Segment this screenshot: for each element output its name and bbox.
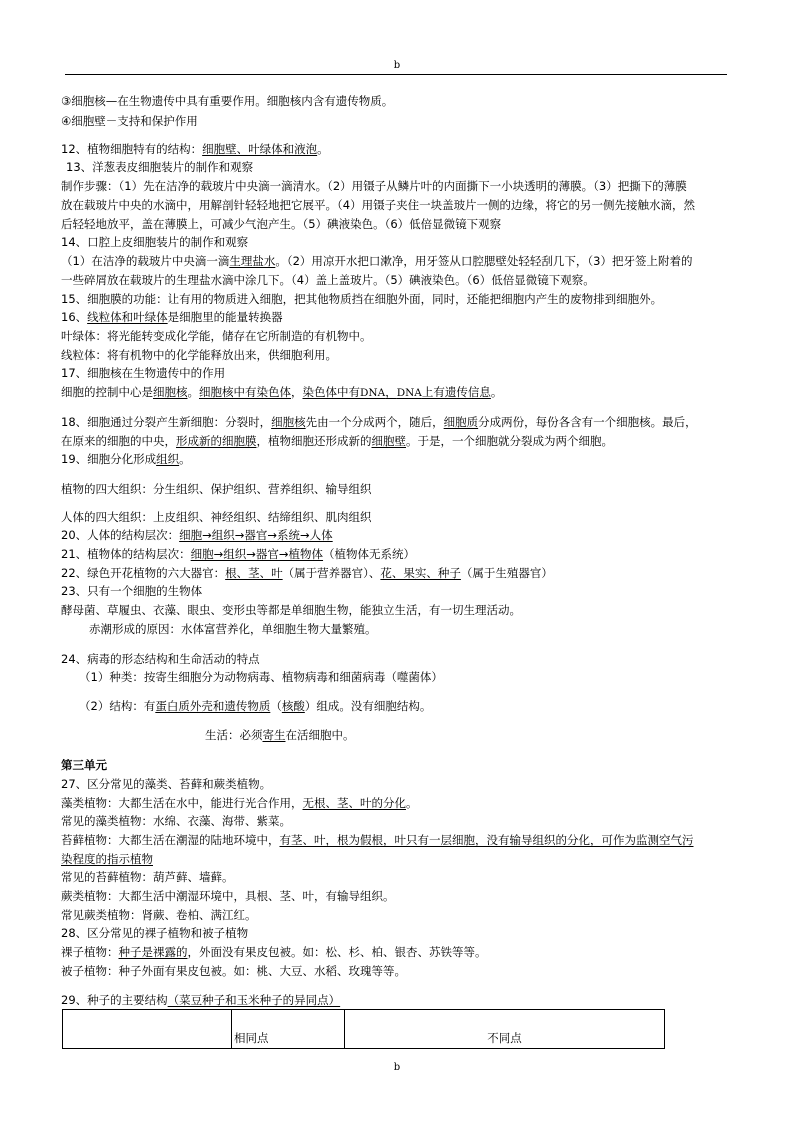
text-line: 一些碎屑放在载玻片的生理盐水滴中涂几下。（4）盖上盖玻片。（5）碘液染色。（6）低倍显微镜下观察。	[61, 273, 595, 287]
text-span: （2）结构：有	[79, 699, 156, 713]
page-header: b	[393, 60, 401, 71]
underlined-text: 根、茎、叶	[225, 566, 283, 580]
text-line: 线粒体：将有机物中的化学能释放出来，供细胞利用。	[61, 348, 337, 362]
text-span: ，外面没有果皮包被。如：松、杉、柏、银杏、苏铁等等。	[187, 945, 487, 959]
table-header-same: 相同点	[232, 1010, 345, 1049]
header-rule	[65, 74, 727, 75]
text-span: 在原来的细胞的中央，	[61, 434, 176, 448]
text-line: ③细胞核—在生物遗传中具有重要作用。细胞核内含有遗传物质。	[61, 94, 394, 108]
text-line	[61, 943, 487, 962]
text-line: 蕨类植物：大都生活中潮湿环境中，具根、茎、叶，有输导组织。	[61, 889, 395, 903]
text-span: 22、绿色开花植物的六大器官：	[61, 566, 226, 580]
text-span: 分成两份，每份各含有一个细胞核。最后，	[478, 415, 697, 429]
text-span: 29、种子的主要结构	[61, 993, 168, 1007]
text-span: 先由一个分成两个，随后，	[305, 415, 444, 429]
underlined-text: 无根、茎、叶的分化	[302, 796, 406, 810]
underlined-text: 花、果实、种子	[380, 566, 461, 580]
text-line	[61, 794, 418, 813]
text-line	[61, 383, 502, 403]
text-span: 21、植物体的结构层次：	[61, 547, 191, 561]
text-line: 27、区分常见的藻类、苔藓和蕨类植物。	[61, 777, 272, 791]
underlined-text: 核酸	[281, 699, 305, 713]
text-span: 裸子植物：	[61, 945, 119, 959]
underlined-text: 线粒体和叶绿体	[87, 310, 168, 324]
text-span: 19、细胞分化形成	[61, 452, 157, 466]
section-heading: 第三单元	[61, 758, 107, 772]
text-line: 23、只有一个细胞的生物体	[61, 584, 203, 598]
text-line: 赤潮形成的原因：水体富营养化，单细胞生物大量繁殖。	[89, 622, 377, 636]
text-span: ，植物细胞还形成新的	[256, 434, 372, 448]
underlined-text: 染色体中有	[302, 385, 360, 399]
underlined-text: 细胞质	[443, 415, 479, 429]
text-line: 28、区分常见的裸子植物和被子植物	[61, 926, 249, 940]
text-line: 被子植物：种子外面有果皮包被。如：桃、大豆、水稻、玫瑰等等。	[61, 964, 406, 978]
text-line	[61, 450, 191, 469]
text-line	[61, 850, 153, 869]
text-line	[61, 140, 329, 159]
text-span: （植物体无系统）	[323, 547, 416, 561]
text-span: 16、	[61, 310, 88, 324]
text-line: 14、口腔上皮细胞装片的制作和观察	[61, 235, 249, 249]
text-span: 。	[179, 452, 191, 466]
text-span: 。	[490, 385, 503, 399]
text-span: 12、植物细胞特有的结构：	[61, 142, 203, 156]
text-line	[61, 413, 697, 432]
underlined-text: 细胞核	[271, 415, 306, 429]
underlined-text: 细胞→组织→器官→植物体	[190, 547, 324, 561]
text-line: 后轻轻地放平，盖在薄膜上，可减少气泡产生。（5）碘液染色。（6）低倍显微镜下观察	[61, 217, 502, 231]
text-line	[61, 564, 553, 583]
text-span: 。（2）用凉开水把口漱净，用牙签从口腔腮壁处轻轻刮几下，（3）把牙签上附着的	[275, 254, 693, 268]
page-footer: b	[393, 1062, 401, 1073]
underlined-text: 蛋白质外壳和遗传物质	[155, 699, 271, 713]
text-span: （属于生殖器官）	[460, 566, 553, 580]
text-line	[61, 545, 415, 564]
text-span: 。	[317, 142, 329, 156]
text-line: 15、细胞膜的功能：让有用的物质进入细胞，把其他物质挡在细胞外面，同时，还能把细胞内产生的废物排到细胞外。	[61, 292, 663, 306]
text-span: （1）在洁净的载玻片中央滴一滴	[61, 254, 230, 268]
text-span: 在活细胞中。	[285, 728, 355, 742]
underlined-text: ，	[385, 385, 397, 399]
text-line: 24、病毒的形态结构和生命活动的特点	[61, 652, 260, 666]
text-span: 18、细胞通过分裂产生新细胞：分裂时，	[61, 415, 272, 429]
text-line	[61, 991, 340, 1010]
text-line: 17、细胞核在生物遗传中的作用	[61, 366, 226, 380]
text-span: 。	[187, 385, 199, 399]
underlined-text: 组织	[156, 452, 180, 466]
text-line: 酵母菌、草履虫、衣藻、眼虫、变形虫等都是单细胞生物，能独立生活，有一切生理活动。	[61, 603, 521, 617]
text-line: 叶绿体：将光能转变成化学能，储存在它所制造的有机物中。	[61, 329, 372, 343]
text-span: （属于营养器官）、	[282, 566, 381, 580]
text-line: 人体的四大组织：上皮组织、神经组织、结缔组织、肌肉组织	[61, 510, 372, 524]
text-span: 是细胞里的能量转换器	[167, 310, 283, 324]
text-span: 。	[406, 796, 418, 810]
underlined-text: 生理盐水	[229, 254, 276, 268]
underlined-text: 寄生	[262, 728, 286, 742]
underlined-text: 染程度的指示植物	[61, 852, 153, 866]
underlined-text: 形成新的细胞膜	[176, 434, 257, 448]
underlined-text: 细胞核中有染色体	[199, 385, 291, 399]
text-line: 植物的四大组织：分生组织、保护组织、营养组织、输导组织	[61, 482, 372, 496]
text-span: 生活：必须	[205, 728, 263, 742]
underlined-text: （菜豆种子和玉米种子的异同点）	[167, 993, 341, 1007]
underlined-text: 细胞壁、叶绿体和液泡	[202, 142, 318, 156]
text-line	[79, 697, 431, 716]
text-line: （1）种类：按寄生细胞分为动物病毒、植物病毒和细菌病毒（噬菌体）	[79, 670, 443, 684]
text-span: 。于是，一个细胞就分裂成为两个细胞。	[406, 434, 613, 448]
text-span: 苔藓植物：大都生活在潮湿的陆地环境中，	[61, 833, 280, 847]
text-line: 常见的藻类植物：水绵、衣藻、海带、紫菜。	[61, 814, 291, 828]
underlined-text: 种子是裸露的	[118, 945, 188, 959]
text-line	[61, 831, 694, 850]
text-line	[61, 308, 283, 327]
underlined-text: DNA	[396, 387, 422, 399]
text-span: （	[270, 699, 282, 713]
text-span: 藻类植物：大都生活在水中，能进行光合作用，	[61, 796, 303, 810]
text-span: ，	[291, 385, 303, 399]
underlined-text: DNA	[360, 387, 386, 399]
text-line: 常见的苔藓植物：葫芦藓、墙藓。	[61, 870, 234, 884]
text-span: ）组成。没有细胞结构。	[304, 699, 432, 713]
text-span: 细胞的控制中心是	[61, 385, 153, 399]
text-span: 20、人体的结构层次：	[61, 528, 180, 542]
table-row	[63, 1010, 665, 1049]
text-line	[61, 432, 613, 451]
underlined-text: 细胞核	[153, 385, 188, 399]
text-line	[61, 252, 692, 271]
underlined-text: 细胞壁	[371, 434, 406, 448]
table-header-diff: 不同点	[345, 1010, 665, 1049]
text-line: ④细胞壁－支持和保护作用	[61, 114, 198, 128]
underlined-text: 细胞→组织→器官→系统→人体	[179, 528, 333, 542]
text-line: 放在载玻片中央的水滴中，用解剖针轻轻地把它展平。（4）用镊子夹住一块盖玻片一侧的边缘，将它的另一侧先接触水滴，然	[61, 198, 696, 212]
underlined-text: 上有遗传信息	[421, 385, 491, 399]
seed-comparison-table	[62, 1009, 665, 1049]
text-line: 常见蕨类植物：肾蕨、卷柏、满江红。	[61, 908, 257, 922]
text-line: 13、洋葱表皮细胞装片的制作和观察	[66, 160, 254, 174]
text-line: 制作步骤：（1）先在洁净的载玻片中央滴一滴清水。（2）用镊子从鳞片叶的内面撕下一小块透明的薄膜。（3）把撕下的薄膜	[61, 179, 687, 193]
underlined-text: 有茎、叶，根为假根，叶只有一层细胞，没有输导组织的分化，可作为监测空气污	[279, 833, 694, 847]
text-line	[205, 726, 355, 745]
text-line	[61, 526, 333, 545]
table-cell	[63, 1010, 232, 1049]
